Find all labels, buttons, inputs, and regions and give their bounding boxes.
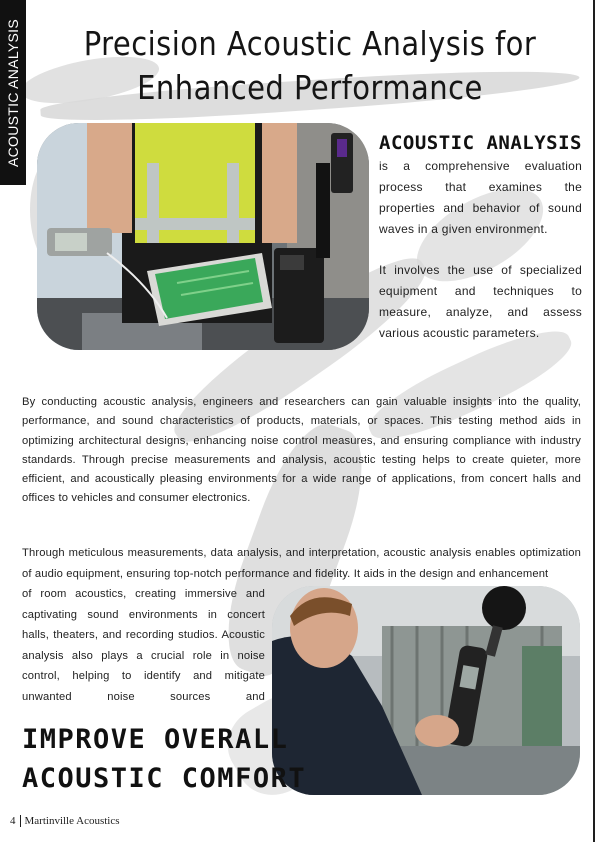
- callout-line-1: IMPROVE OVERALL: [22, 724, 289, 755]
- section-side-tab-label: ACOUSTIC ANALYSIS: [5, 18, 21, 167]
- intro-term: ACOUSTIC ANALYSIS: [379, 132, 582, 154]
- technician-tablet-photo: [37, 123, 369, 350]
- body-paragraph-2-opening: Through meticulous measurements, data analysis, and interpretation, acoustic analysis enables optimization of audio equipment, ensuring top-notch performance and fidelity. It aids in the design and enhancement: [22, 547, 581, 580]
- intro-text: is a comprehensive evaluation process that examines the properties and behavior of sound waves in a given environment.: [379, 159, 582, 236]
- title-line-2: Enhanced Performance: [137, 68, 483, 107]
- callout-line-2: ACOUSTIC COMFORT: [22, 763, 307, 794]
- footer-company-name: Martinville Acoustics: [24, 815, 120, 827]
- body-paragraph-1: By conducting acoustic analysis, engineers and researchers can gain valuable insights into the quality, performance, and sound characteristics of products, materials, or spaces. This testing method aids in optimizing architectural designs, enhancing noise control measures, and ensuring compliance with industry standards. Through precise measurements and analysis, acoustic testing helps to create quieter, more efficient, and acoustically pleasing environments for a wide range of applications, from concert halls and offices to vehicles and consumer electronics.: [22, 396, 581, 505]
- technician-tablet-illustration: [37, 123, 369, 350]
- page-number: 4: [10, 815, 21, 827]
- section-side-tab: [0, 0, 26, 185]
- page-title: [72, 22, 547, 110]
- sound-level-meter-photo: [272, 586, 580, 795]
- page-footer: [10, 815, 120, 827]
- title-line-1: Precision Acoustic Analysis for: [83, 24, 537, 63]
- page-edge-rule: [593, 0, 595, 842]
- intro-paragraph-2: It involves the use of specialized equipment and techniques to measure, analyze, and assess various acoustic parameters.: [379, 263, 582, 340]
- intro-paragraph: [379, 133, 582, 240]
- sound-level-meter-illustration: [272, 586, 580, 795]
- body-paragraph-2-continued: of room acoustics, creating immersive and captivating sound environments in concert halls, theaters, and recording studios. Acoustic analysis also plays a crucial role in noise control, helping to identify and mitigate unwanted noise sources and: [22, 588, 265, 703]
